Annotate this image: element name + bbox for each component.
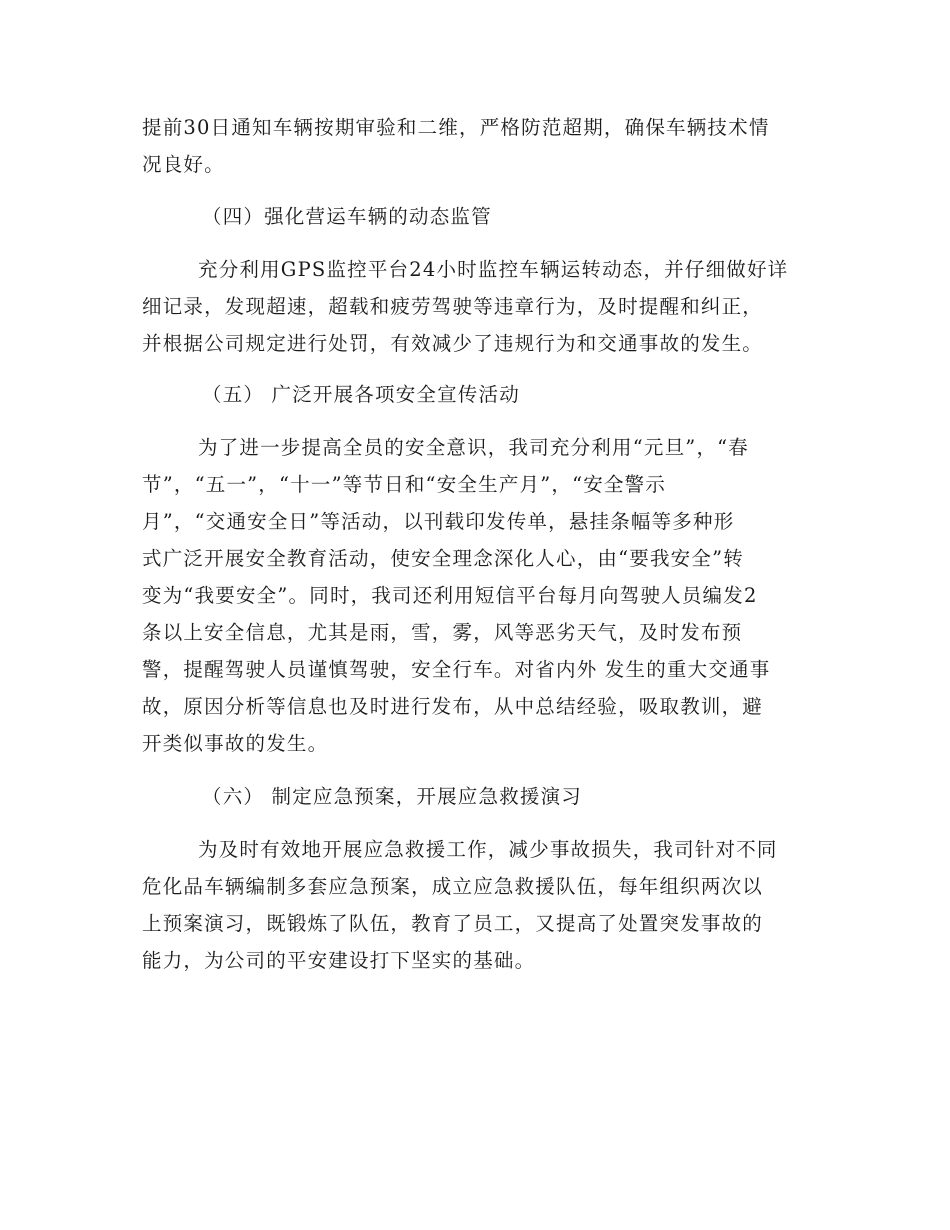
paragraph-line: 月”，“交通安全日”等活动，以刊载印发传单，悬挂条幅等多种形 <box>142 510 735 533</box>
paragraph-line: 上预案演习，既锻炼了队伍，教育了员工，又提高了处置突发事故的 <box>142 912 764 935</box>
paragraph-line: 并根据公司规定进行处罚，有效减少了违规行为和交通事故的发生。 <box>142 332 764 355</box>
section-heading-4: （四）强化营运车辆的动态监管 <box>202 205 492 228</box>
paragraph-line: 警，提醒驾驶人员谨慎驾驶，安全行车。对省内外 发生的重大交通事 <box>142 658 771 681</box>
paragraph-line: 充分利用GPS监控平台24小时监控车辆运转动态，并仔细做好详 <box>198 258 789 281</box>
paragraph-line: 节”，“五一”，“十一”等节日和“安全生产月”，“安全警示 <box>142 473 667 496</box>
section-heading-6: （六） 制定应急预案，开展应急救援演习 <box>202 785 582 808</box>
paragraph-line: 开类似事故的发生。 <box>142 732 329 755</box>
paragraph-line: 能力，为公司的平安建设打下坚实的基础。 <box>142 949 536 972</box>
paragraph-line: 况良好。 <box>142 153 225 176</box>
paragraph-line: 提前30日通知车辆按期审验和二维，严格防范超期，确保车辆技术情 <box>142 116 770 139</box>
paragraph-line: 变为“我要安全”。同时，我司还利用短信平台每月向驾驶人员编发2 <box>142 584 758 607</box>
section-heading-5: （五） 广泛开展各项安全宣传活动 <box>202 383 520 406</box>
paragraph-line: 条以上安全信息，尤其是雨，雪，雾，风等恶劣天气，及时发布预 <box>142 621 743 644</box>
paragraph-line: 为及时有效地开展应急救援工作，减少事故损失，我司针对不同 <box>198 838 778 861</box>
paragraph-line: 故，原因分析等信息也及时进行发布，从中总结经验，吸取教训，避 <box>142 695 764 718</box>
paragraph-line: 危化品车辆编制多套应急预案，成立应急救援队伍，每年组织两次以 <box>142 875 764 898</box>
paragraph-line: 为了进一步提高全员的安全意识，我司充分利用“元旦”，“春 <box>198 436 750 459</box>
paragraph-line: 细记录，发现超速，超载和疲劳驾驶等违章行为，及时提醒和纠正， <box>142 295 764 318</box>
paragraph-line: 式广泛开展安全教育活动，使安全理念深化人心，由“要我安全”转 <box>142 547 744 570</box>
